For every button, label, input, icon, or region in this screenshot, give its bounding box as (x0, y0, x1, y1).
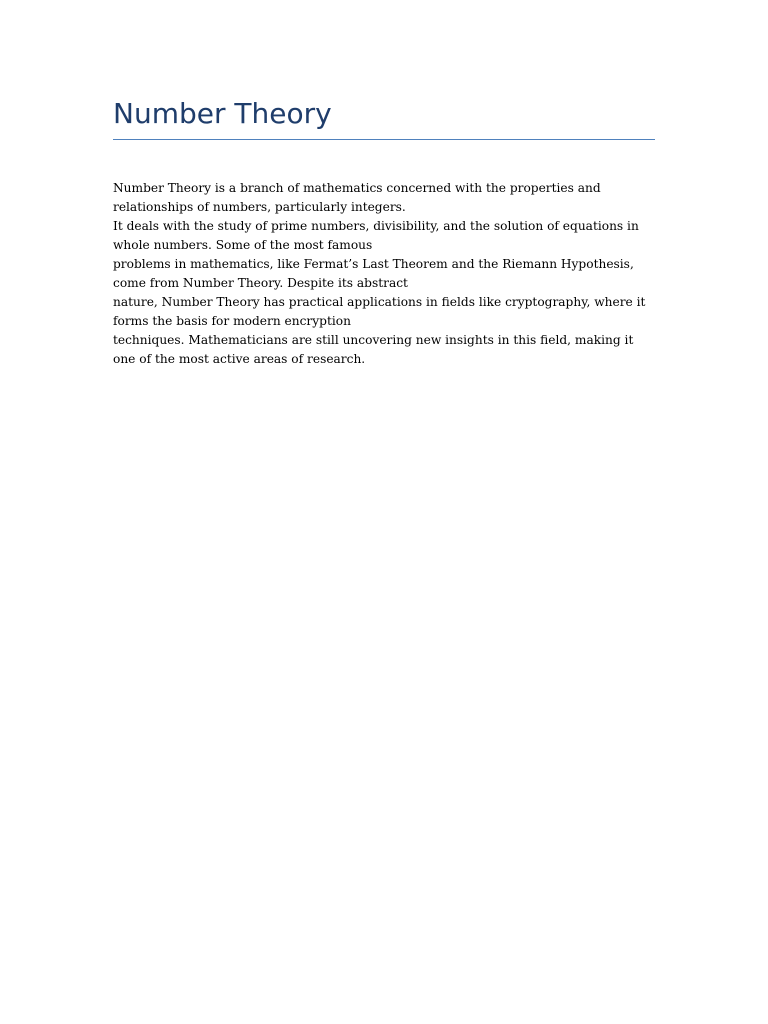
document-body (113, 179, 659, 369)
body-line: nature, Number Theory has practical applications in fields like cryptography, where it forms the basis for modern encryption (113, 295, 646, 328)
body-line: techniques. Mathematicians are still uncovering new insights in this field, making it one of the most active areas of research. (113, 333, 634, 366)
body-line: Number Theory is a branch of mathematics concerned with the properties and relationships of numbers, particularly integers. (113, 181, 601, 214)
page-title: Number Theory (113, 97, 332, 130)
body-line: It deals with the study of prime numbers, divisibility, and the solution of equations in whole numbers. Some of the most famous (113, 219, 639, 252)
body-line: problems in mathematics, like Fermat’s Last Theorem and the Riemann Hypothesis, come from Number Theory. Despite its abstract (113, 257, 634, 290)
title-underline (113, 139, 655, 140)
